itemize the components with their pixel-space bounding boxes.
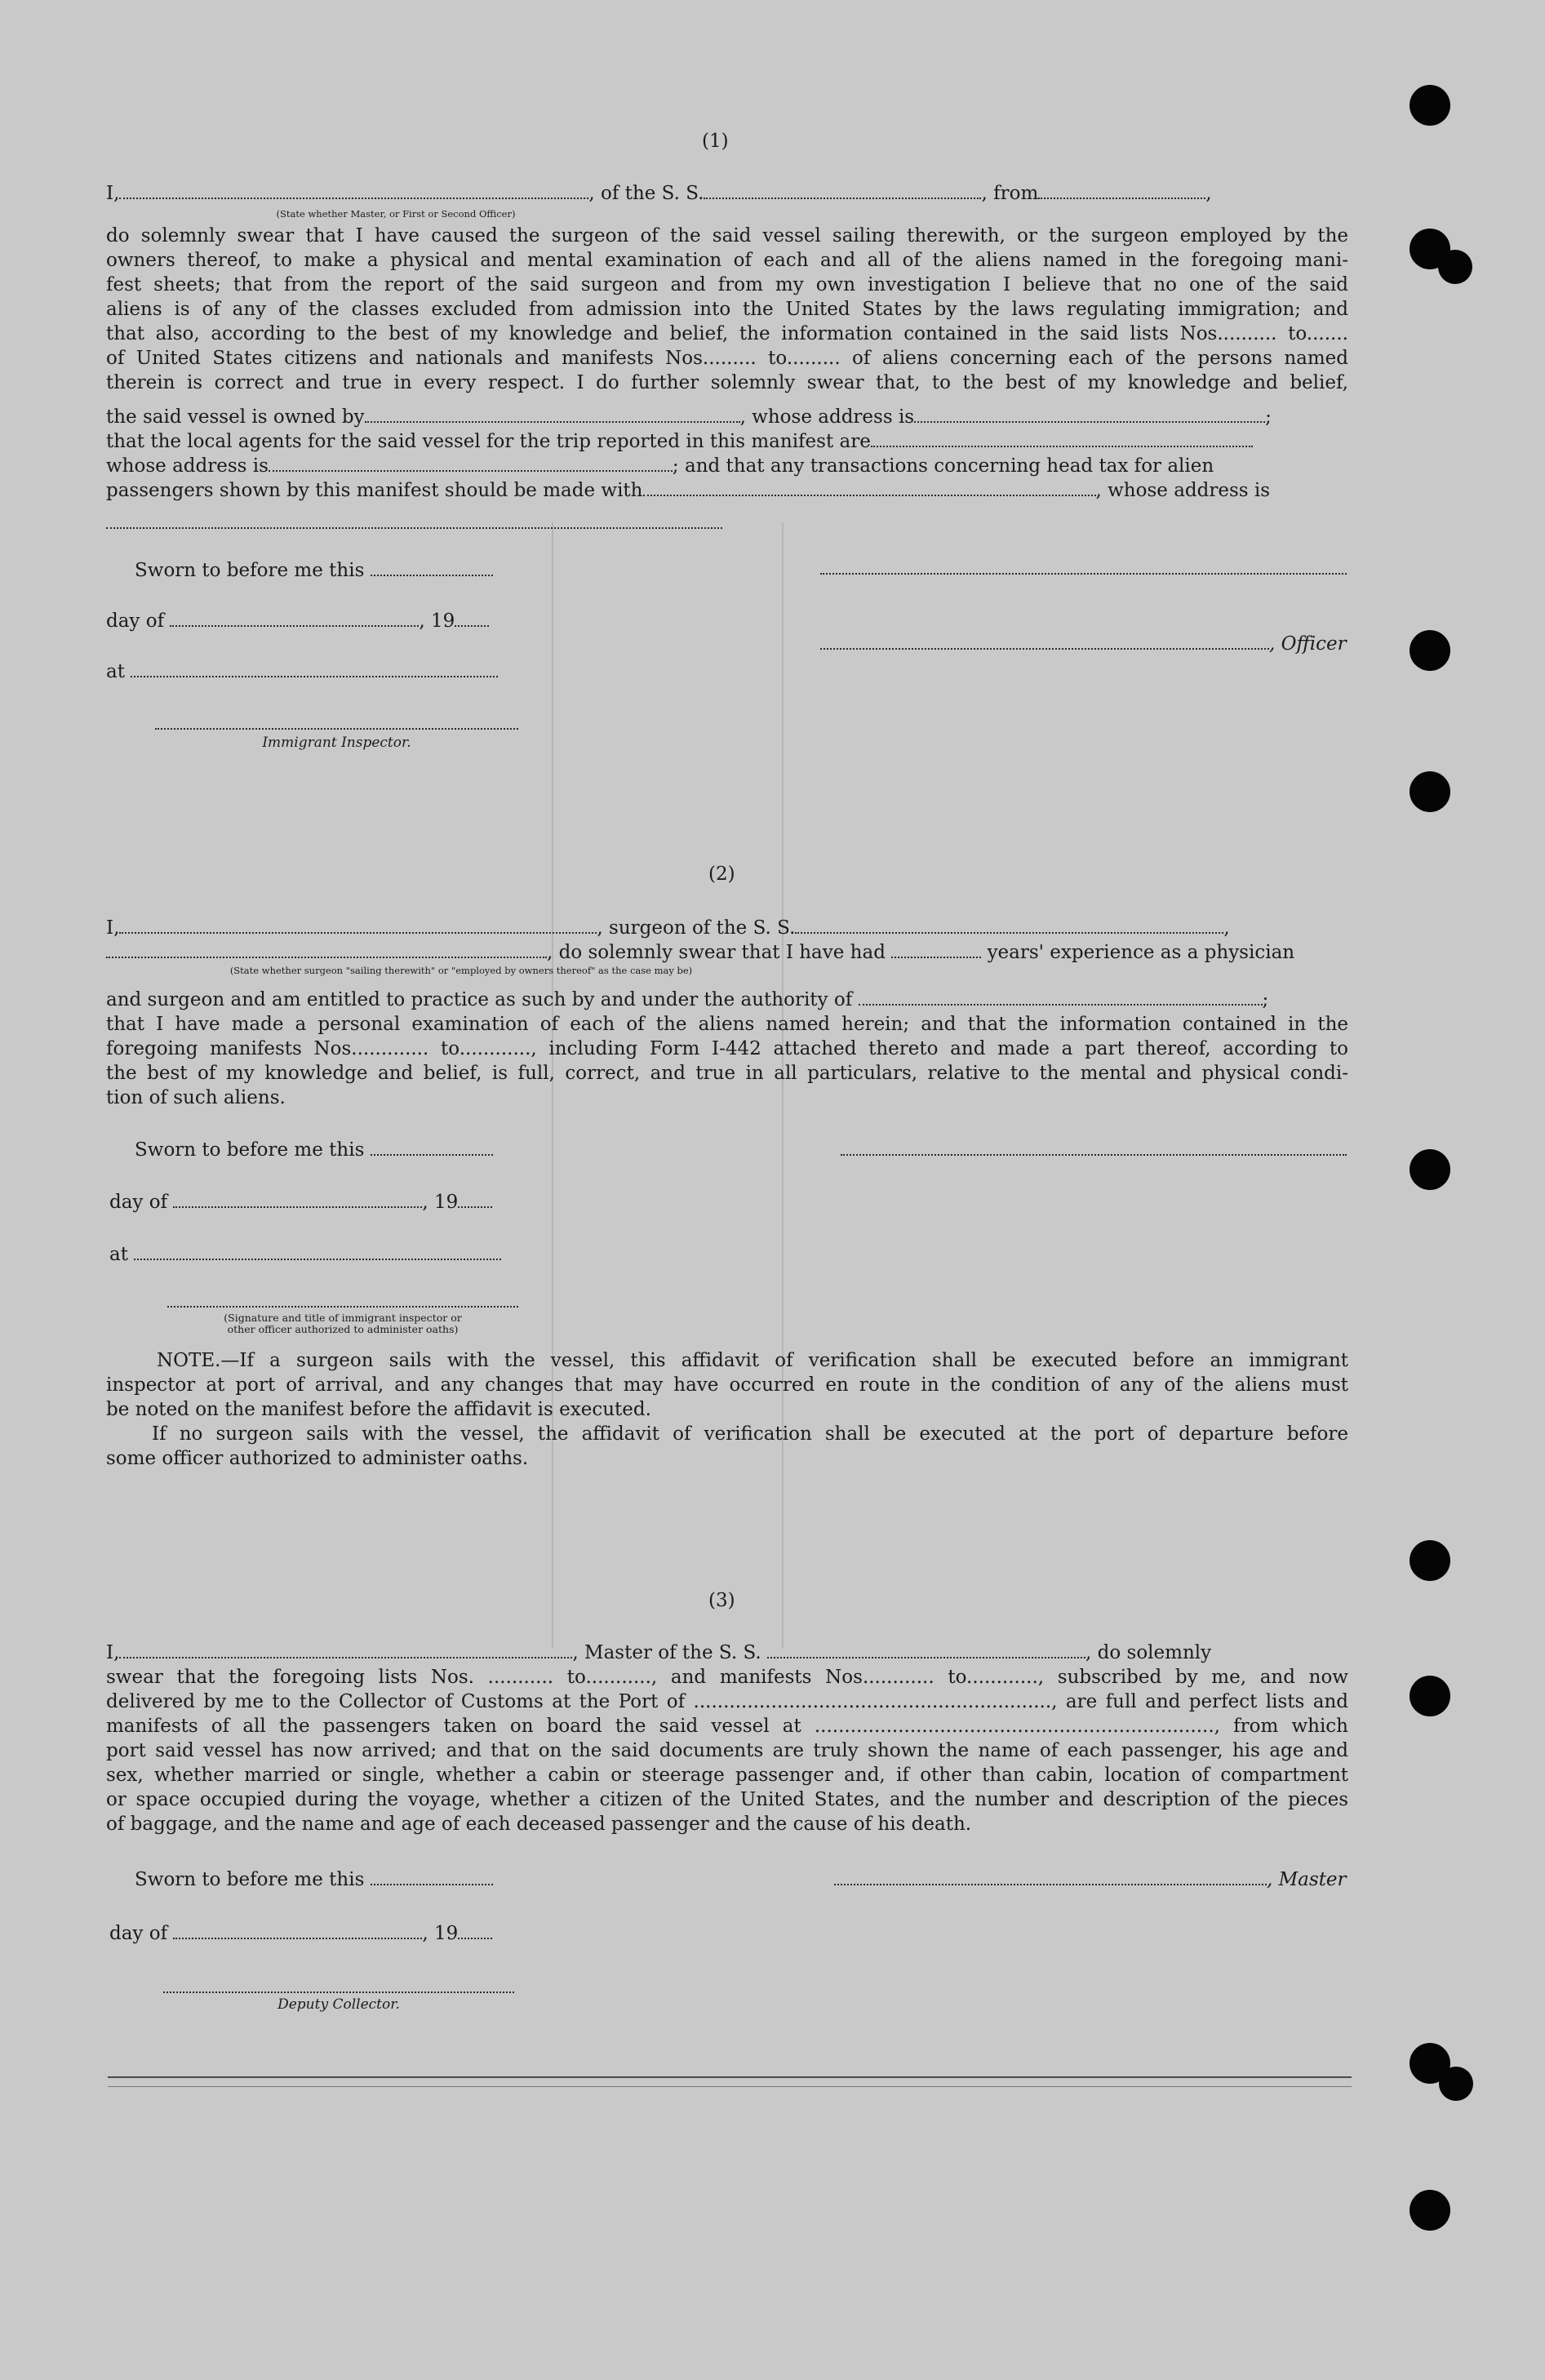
master-ship-blank <box>767 1644 1085 1658</box>
bottom-rule <box>108 2086 1352 2087</box>
oath-officer-signature-blank <box>167 1306 518 1308</box>
section-2-day-line: day of , 19 <box>109 1190 492 1214</box>
punch-hole <box>1438 250 1472 284</box>
punch-hole <box>1439 2067 1473 2101</box>
bleed-through-text <box>143 49 156 86</box>
immigrant-inspector-caption: Immigrant Inspector. <box>262 735 411 751</box>
oath-officer-caption: (Signature and title of immigrant inspector or other officer authorized to administer oaths) <box>224 1312 462 1335</box>
section-2-experience-line: , do solemnly swear that I have had years' experience as a physician <box>106 940 1294 965</box>
section-2-paragraph: that I have made a personal examination of each of the aliens named herein; and that the information contained in the foregoing manifests Nos............. to............, including Form I-442 attached thereto and made a part thereof, according to the best of my knowledge and belief, is full, correct, and true in all particulars, relative to the mental and physical condi- tion of such aliens. <box>106 1014 1348 1108</box>
local-agents-line: that the local agents for the said vessel for the trip reported in this manifest are <box>106 429 1253 454</box>
punch-hole <box>1410 2190 1450 2231</box>
officer-signature-blank <box>820 573 1347 575</box>
section-3-heading: (3) <box>708 1590 735 1611</box>
section-1-paragraph: do solemnly swear that I have caused the surgeon of the said vessel sailing therewith, or the surgeon employed by the owners thereof, to make a physical and mental examination of each and all of the aliens named in the foregoing mani- fest sheets; that from the report of the said surgeon and from my own investigation I believe that no one of the said aliens is of any of the classes excluded from admission into the United States by the laws regulating immigration; and that also, according to the best of my knowledge and belief, the information contained in the said lists Nos.......... to....... of United States citizens and nationals and manifests Nos......... to......... of aliens concerning each of the persons named therein is correct and true in every respect. I do further solemnly swear that, to the best of my knowledge and belief, <box>106 225 1348 393</box>
surgeon-name-blank <box>119 919 597 934</box>
section-3-master-line: I, , Master of the S. S. , do solemnly <box>106 1642 1212 1663</box>
section-2-heading: (2) <box>708 864 735 885</box>
punch-hole <box>1410 1540 1450 1581</box>
surgeon-status-caption: (State whether surgeon "sailing therewith" or "employed by owners thereof" as the case may be) <box>229 965 693 976</box>
master-signature-line: , Master <box>834 1867 1347 1892</box>
section-2-surgeon-line: I, , surgeon of the S. S. , <box>106 917 1230 939</box>
punch-hole <box>1410 630 1450 671</box>
section-3-day-line: day of , 19 <box>109 1921 492 1946</box>
punch-hole <box>1410 1149 1450 1190</box>
head-tax-line: passengers shown by this manifest should be made with , whose address is <box>106 480 1271 501</box>
officer-signature-line: , Officer <box>820 632 1347 656</box>
from-port-blank <box>1038 184 1205 199</box>
deputy-collector-caption: Deputy Collector. <box>277 1996 400 2013</box>
officer-name-blank <box>119 184 588 199</box>
punch-hole <box>1410 1676 1450 1716</box>
punch-hole <box>1410 771 1450 812</box>
section-1-heading: (1) <box>702 131 729 152</box>
years-experience-blank <box>891 944 981 958</box>
section-1-oath-line: I, , of the S. S. , from , <box>106 183 1212 204</box>
section-2-at-line: at <box>109 1242 501 1267</box>
deputy-collector-signature-blank <box>163 1991 514 1993</box>
section-1-day-line: day of , 19 <box>106 609 489 633</box>
section-3-sworn-line: Sworn to before me this <box>135 1867 493 1892</box>
agents-address-line: whose address is ; and that any transactions concerning head tax for alien <box>106 455 1214 477</box>
inspector-signature-blank <box>155 728 518 730</box>
authority-line: and surgeon and am entitled to practice as such by and under the authority of ; <box>106 989 1269 1010</box>
address-continuation-blank <box>106 527 722 529</box>
officer-rank-caption: (State whether Master, or First or Second Officer) <box>276 208 516 220</box>
section-1-at-line: at <box>106 659 498 684</box>
punch-hole <box>1410 85 1450 126</box>
surgeon-signature-blank <box>841 1154 1347 1156</box>
section-1-sworn-line: Sworn to before me this <box>135 558 493 583</box>
surgeon-ship-blank <box>795 919 1223 934</box>
bottom-rule <box>108 2076 1352 2078</box>
ship-name-blank <box>704 184 981 199</box>
section-2-sworn-line: Sworn to before me this <box>135 1138 493 1162</box>
note-block: NOTE.—If a surgeon sails with the vessel, this affidavit of verification shall be executed before an immigrant inspector at port of arrival, and any changes that may have occurred en route in the condition of any of the aliens must be noted on the manifest before the affidavit is executed. If no surgeon sails with the vessel, the affidavit of verification shall be executed at the port of departure before some officer authorized to administer oaths. <box>106 1350 1348 1469</box>
master-name-blank <box>119 1644 572 1658</box>
section-3-paragraph: swear that the foregoing lists Nos. ........... to..........., and manifests Nos............ to............, subscribed by me, and now delivered by me to the Collector of Customs at the Port of ............................................................, are full and perfect lists and manifests of all the passengers taken on board the said vessel at ..................................................................., from which port said vessel has now arrived; and that on the said documents are truly shown the name of each passenger, his age and sex, whether married or single, whether a cabin or steerage passenger and, if other than cabin, location of compartment or space occupied during the voyage, whether a citizen of the United States, and the number and description of the pieces of baggage, and the name and age of each deceased passenger and the cause of his death. <box>106 1667 1348 1835</box>
owned-by-line: the said vessel is owned by , whose address is ; <box>106 406 1272 428</box>
